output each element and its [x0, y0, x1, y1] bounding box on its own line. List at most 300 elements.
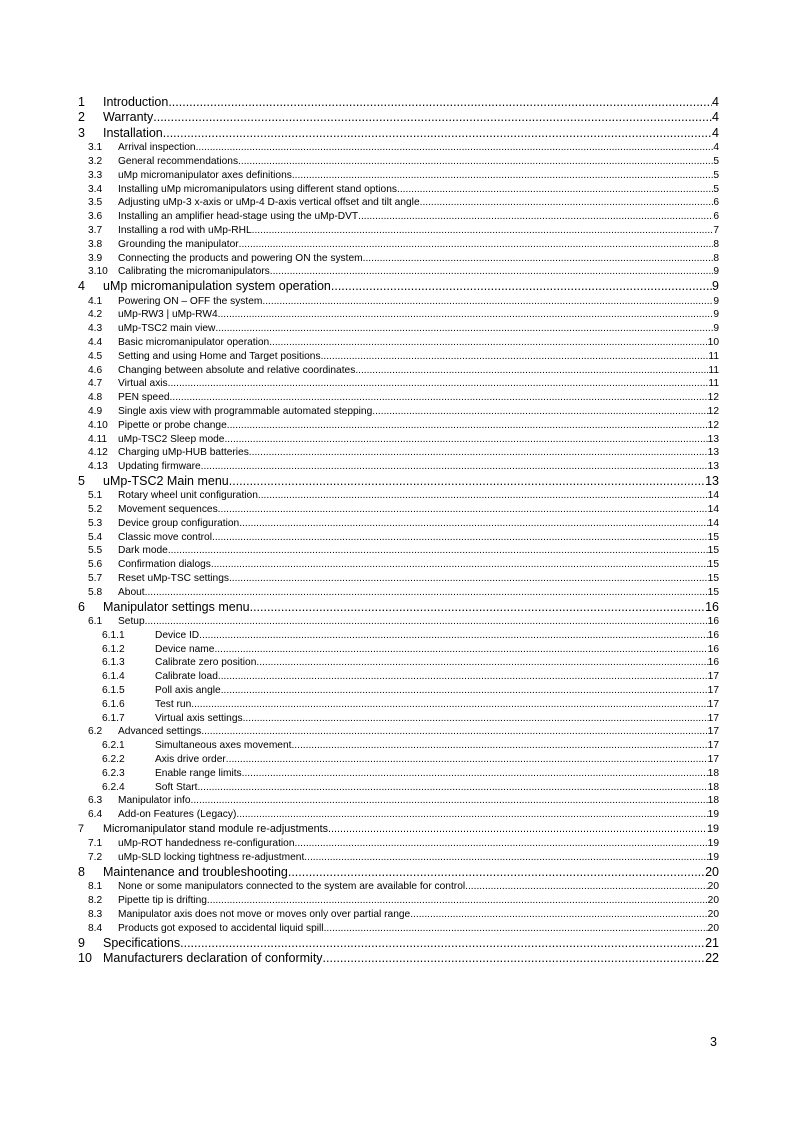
- toc-entry-number: 5.2: [88, 504, 103, 516]
- toc-dot-leader: [168, 544, 708, 558]
- toc-entry-title: Classic move control: [118, 531, 212, 543]
- toc-entry[interactable]: [78, 615, 719, 629]
- toc-entry-title: Warranty: [103, 110, 154, 125]
- toc-dot-leader: [321, 350, 709, 364]
- toc-dot-leader: [250, 600, 705, 615]
- toc-entry-number: 5: [78, 473, 85, 488]
- toc-entry[interactable]: [78, 656, 719, 670]
- toc-entry-page: 17: [707, 740, 719, 752]
- toc-entry-number: 6.1: [88, 616, 103, 628]
- toc-entry-title: Movement sequences: [118, 504, 218, 516]
- toc-entry[interactable]: [78, 794, 719, 808]
- toc-dot-leader: [288, 865, 705, 880]
- toc-entry-number: 5.7: [88, 573, 103, 585]
- toc-entry-number: 7.2: [88, 852, 103, 864]
- toc-entry-title: Advanced settings: [118, 726, 202, 738]
- toc-entry-page: 20: [707, 881, 719, 893]
- toc-entry[interactable]: [78, 377, 719, 391]
- toc-entry-title: None or some manipulators connected to the system are available for control: [118, 881, 466, 893]
- toc-entry-page: 20: [705, 864, 719, 879]
- toc-dot-leader: [212, 531, 708, 545]
- toc-entry[interactable]: [78, 712, 719, 726]
- toc-entry[interactable]: [78, 196, 719, 210]
- toc-entry-number: 6.1.3: [102, 657, 125, 669]
- toc-entry-number: 5.6: [88, 559, 103, 571]
- toc-entry-number: 6: [78, 599, 85, 614]
- toc-entry-title: uMp-TSC2 Sleep mode: [118, 433, 225, 445]
- toc-entry-page: 4: [713, 142, 719, 154]
- toc-entry-title: Installing a rod with uMp-RHL: [118, 224, 252, 236]
- toc-entry-number: 8.1: [88, 881, 103, 893]
- toc-entry-page: 11: [708, 350, 719, 362]
- toc-entry-number: 8.4: [88, 922, 103, 934]
- toc-entry[interactable]: [78, 155, 719, 169]
- toc-entry-number: 4.5: [88, 350, 103, 362]
- toc-entry[interactable]: [78, 295, 719, 309]
- toc-dot-leader: [358, 210, 713, 224]
- toc-entry-title: Manufacturers declaration of conformity: [103, 950, 323, 965]
- toc-entry[interactable]: [78, 265, 719, 279]
- toc-entry-title: Maintenance and troubleshooting: [103, 864, 288, 879]
- toc-entry-number: 4.11: [88, 433, 108, 445]
- toc-entry-number: 7: [78, 823, 85, 835]
- toc-entry-page: 6: [713, 197, 719, 209]
- toc-dot-leader: [465, 880, 708, 894]
- toc-dot-leader: [242, 767, 708, 781]
- toc-entry[interactable]: [78, 558, 719, 572]
- toc-entry-number: 3.7: [88, 224, 103, 236]
- toc-entry[interactable]: [78, 643, 719, 657]
- toc-entry-page: 8: [713, 252, 719, 264]
- toc-entry-page: 14: [707, 490, 719, 502]
- toc-entry-number: 6.1.6: [102, 698, 125, 710]
- toc-entry-title: PEN speed: [118, 392, 170, 404]
- toc-entry[interactable]: [78, 865, 719, 880]
- toc-entry[interactable]: [78, 600, 719, 615]
- toc-entry-number: 10: [78, 950, 92, 965]
- toc-entry-number: 3.9: [88, 252, 103, 264]
- toc-entry-number: 4.9: [88, 405, 103, 417]
- toc-dot-leader: [420, 196, 714, 210]
- toc-entry-number: 6.2.2: [102, 754, 125, 766]
- toc-entry-number: 6.2.1: [102, 740, 125, 752]
- toc-dot-leader: [270, 265, 714, 279]
- toc-entry-page: 7: [713, 224, 719, 236]
- toc-entry-page: 22: [705, 950, 719, 965]
- toc-entry-page: 17: [707, 671, 719, 683]
- toc-entry[interactable]: [78, 350, 719, 364]
- toc-entry[interactable]: [78, 252, 719, 266]
- toc-entry[interactable]: [78, 308, 719, 322]
- toc-entry-page: 15: [707, 531, 719, 543]
- toc-entry-number: 4.12: [88, 447, 108, 459]
- toc-entry[interactable]: [78, 141, 719, 155]
- toc-entry[interactable]: [78, 808, 719, 822]
- toc-dot-leader: [153, 110, 712, 125]
- toc-entry[interactable]: [78, 908, 719, 922]
- toc-dot-leader: [201, 725, 707, 739]
- toc-dot-leader: [363, 252, 714, 266]
- toc-entry-page: 5: [713, 183, 719, 195]
- toc-entry[interactable]: [78, 698, 719, 712]
- toc-entry-number: 5.1: [88, 490, 103, 502]
- toc-entry-page: 13: [707, 461, 719, 473]
- toc-entry-number: 8.3: [88, 908, 103, 920]
- toc-dot-leader: [218, 503, 708, 517]
- toc-entry-title: Grounding the manipulator: [118, 238, 239, 250]
- toc-entry-number: 4.4: [88, 336, 103, 348]
- toc-dot-leader: [249, 446, 708, 460]
- toc-entry-title: Test run: [155, 698, 192, 710]
- toc-entry-title: Virtual axis: [118, 378, 168, 390]
- toc-entry-title: Products got exposed to accidental liquid spill: [118, 922, 324, 934]
- toc-entry-title: Updating firmware: [118, 461, 201, 473]
- toc-entry-title: Add-on Features (Legacy): [118, 809, 237, 821]
- toc-dot-leader: [236, 808, 707, 822]
- toc-entry-page: 15: [707, 573, 719, 585]
- toc-entry-number: 6.2: [88, 726, 103, 738]
- toc-entry-page: 10: [707, 336, 719, 348]
- toc-dot-leader: [397, 183, 713, 197]
- toc-entry[interactable]: [78, 586, 719, 600]
- toc-entry[interactable]: [78, 405, 719, 419]
- toc-entry-page: 4: [712, 110, 719, 125]
- toc-dot-leader: [410, 908, 707, 922]
- toc-entry[interactable]: [78, 489, 719, 503]
- toc-entry-page: 14: [707, 517, 719, 529]
- toc-entry-title: uMp-TSC2 Main menu: [103, 473, 229, 488]
- toc-entry-page: 9: [712, 279, 719, 294]
- toc-entry-page: 5: [713, 155, 719, 167]
- toc-entry-page: 19: [706, 823, 719, 835]
- toc-entry-page: 15: [707, 545, 719, 557]
- toc-entry[interactable]: [78, 753, 719, 767]
- toc-entry-page: 5: [713, 169, 719, 181]
- toc-entry-page: 12: [707, 405, 719, 417]
- toc-entry[interactable]: [78, 460, 719, 474]
- toc-entry-title: Simultaneous axes movement: [155, 740, 292, 752]
- toc-entry-title: About: [118, 586, 145, 598]
- toc-entry-number: 4: [78, 279, 85, 294]
- toc-entry-number: 2: [78, 110, 85, 125]
- toc-entry-title: uMp micromanipulation system operation: [103, 279, 331, 294]
- toc-entry-page: 18: [707, 781, 719, 793]
- toc-entry-number: 3.5: [88, 197, 103, 209]
- toc-entry-page: 17: [707, 754, 719, 766]
- toc-entry-title: uMp-RW3 | uMp-RW4: [118, 309, 218, 321]
- toc-entry-title: Installation: [103, 125, 163, 140]
- toc-entry[interactable]: [78, 126, 719, 141]
- toc-entry-title: Basic micromanipulator operation: [118, 336, 270, 348]
- toc-entry[interactable]: [78, 880, 719, 894]
- toc-entry-page: 20: [707, 908, 719, 920]
- toc-entry-number: 5.3: [88, 517, 103, 529]
- page-number: 3: [710, 1035, 717, 1049]
- toc-dot-leader: [229, 474, 705, 489]
- toc-entry-page: 16: [707, 616, 719, 628]
- toc-entry-title: Dark mode: [118, 545, 168, 557]
- toc-entry[interactable]: [78, 837, 719, 851]
- toc-entry-page: 16: [707, 629, 719, 641]
- toc-entry[interactable]: [78, 169, 719, 183]
- toc-entry-title: Rotary wheel unit configuration: [118, 490, 258, 502]
- toc-entry-page: 17: [707, 726, 719, 738]
- toc-entry-title: Calibrating the micromanipulators: [118, 266, 270, 278]
- toc-entry-page: 17: [707, 698, 719, 710]
- toc-entry[interactable]: [78, 364, 719, 378]
- toc-dot-leader: [355, 364, 708, 378]
- toc-entry-page: 18: [707, 795, 719, 807]
- toc-entry[interactable]: [78, 322, 719, 336]
- toc-entry[interactable]: [78, 110, 719, 125]
- toc-entry-number: 4.2: [88, 309, 103, 321]
- toc-entry[interactable]: [78, 572, 719, 586]
- toc-dot-leader: [168, 377, 709, 391]
- toc-entry[interactable]: [78, 210, 719, 224]
- toc-entry-title: Micromanipulator stand module re-adjustments: [103, 823, 329, 835]
- toc-entry-title: Calibrate load: [155, 671, 218, 683]
- toc-entry-title: Device ID: [155, 629, 200, 641]
- toc-entry-page: 15: [707, 586, 719, 598]
- toc-dot-leader: [304, 851, 707, 865]
- toc-entry[interactable]: [78, 391, 719, 405]
- toc-entry-title: Powering ON – OFF the system: [118, 295, 263, 307]
- toc-entry[interactable]: [78, 851, 719, 865]
- toc-dot-leader: [331, 279, 712, 294]
- toc-entry[interactable]: [78, 670, 719, 684]
- toc-entry[interactable]: [78, 517, 719, 531]
- toc-entry-number: 4.7: [88, 378, 103, 390]
- toc-entry-number: 1: [78, 95, 85, 109]
- toc-dot-leader: [163, 126, 712, 141]
- toc-entry-number: 3.1: [88, 142, 103, 154]
- toc-entry-title: Arrival inspection: [118, 142, 196, 154]
- toc-entry-page: 6: [713, 211, 719, 223]
- toc-entry-page: 21: [705, 935, 719, 950]
- toc-entry-page: 13: [705, 473, 719, 488]
- toc-entry-number: 4.13: [88, 461, 108, 473]
- toc-entry-title: uMp-SLD locking tightness re-adjustment: [118, 852, 305, 864]
- toc-entry-page: 19: [707, 852, 719, 864]
- toc-entry[interactable]: [78, 544, 719, 558]
- toc-entry-number: 3: [78, 125, 85, 140]
- toc-entry-number: 4.1: [88, 295, 103, 307]
- toc-entry[interactable]: [78, 725, 719, 739]
- toc-entry[interactable]: [78, 446, 719, 460]
- toc-entry-page: 20: [707, 895, 719, 907]
- toc-dot-leader: [328, 822, 707, 837]
- toc-entry-number: 5.8: [88, 586, 103, 598]
- toc-dot-leader: [211, 558, 708, 572]
- toc-entry[interactable]: [78, 936, 719, 951]
- toc-dot-leader: [227, 419, 708, 433]
- toc-entry[interactable]: [78, 739, 719, 753]
- toc-dot-leader: [258, 489, 708, 503]
- toc-dot-leader: [224, 433, 707, 447]
- toc-dot-leader: [226, 753, 708, 767]
- table-of-contents: [78, 95, 719, 966]
- toc-entry-page: 13: [707, 433, 719, 445]
- toc-entry[interactable]: [78, 279, 719, 294]
- toc-entry[interactable]: [78, 419, 719, 433]
- toc-entry-number: 8.2: [88, 895, 103, 907]
- toc-dot-leader: [292, 169, 713, 183]
- toc-entry-page: 4: [712, 95, 719, 109]
- toc-dot-leader: [191, 794, 708, 808]
- toc-entry-number: 4.6: [88, 364, 103, 376]
- toc-entry-title: Introduction: [103, 95, 169, 109]
- toc-dot-leader: [295, 837, 708, 851]
- toc-dot-leader: [256, 656, 707, 670]
- toc-entry-number: 3.3: [88, 169, 103, 181]
- toc-entry-number: 6.1.7: [102, 712, 125, 724]
- toc-entry-page: 16: [707, 657, 719, 669]
- toc-entry-page: 17: [707, 712, 719, 724]
- toc-dot-leader: [229, 572, 708, 586]
- toc-dot-leader: [191, 698, 707, 712]
- toc-entry-page: 15: [707, 559, 719, 571]
- toc-entry-title: Poll axis angle: [155, 685, 221, 697]
- toc-entry-page: 13: [707, 447, 719, 459]
- toc-dot-leader: [262, 295, 713, 309]
- toc-entry-number: 3.10: [88, 266, 108, 278]
- toc-entry-number: 6.1.1: [102, 629, 125, 641]
- toc-dot-leader: [239, 517, 707, 531]
- toc-entry-page: 16: [707, 643, 719, 655]
- toc-entry[interactable]: [78, 336, 719, 350]
- toc-entry-number: 6.3: [88, 795, 103, 807]
- toc-entry-title: Manipulator info: [118, 795, 191, 807]
- toc-entry-page: 11: [708, 364, 719, 376]
- toc-entry-title: Specifications: [103, 935, 181, 950]
- toc-entry-title: uMp micromanipulator axes definitions: [118, 169, 292, 181]
- toc-entry-number: 3.4: [88, 183, 103, 195]
- toc-entry[interactable]: [78, 781, 719, 795]
- toc-entry-title: Changing between absolute and relative coordinates: [118, 364, 356, 376]
- toc-dot-leader: [323, 951, 706, 966]
- toc-entry-title: Installing an amplifier head-stage using the uMp-DVT: [118, 211, 359, 223]
- toc-entry[interactable]: [78, 951, 719, 966]
- toc-entry-page: 14: [707, 504, 719, 516]
- toc-entry-page: 20: [707, 922, 719, 934]
- toc-entry[interactable]: [78, 95, 719, 110]
- toc-entry-number: 6.1.2: [102, 643, 125, 655]
- toc-entry-page: 12: [707, 419, 719, 431]
- toc-entry-title: Reset uMp-TSC settings: [118, 573, 229, 585]
- toc-entry-number: 4.10: [88, 419, 108, 431]
- toc-dot-leader: [214, 643, 707, 657]
- toc-entry[interactable]: [78, 767, 719, 781]
- toc-dot-leader: [215, 322, 713, 336]
- toc-entry-number: 7.1: [88, 838, 103, 850]
- toc-entry-title: Enable range limits: [155, 767, 242, 779]
- toc-dot-leader: [197, 781, 707, 795]
- toc-entry-title: General recommendations: [118, 155, 239, 167]
- toc-entry-title: Pipette tip is drifting: [118, 895, 207, 907]
- toc-entry-page: 9: [713, 323, 719, 335]
- toc-entry-page: 19: [707, 838, 719, 850]
- toc-entry-title: Axis drive order: [155, 754, 226, 766]
- toc-entry-number: 4.8: [88, 392, 103, 404]
- toc-entry-number: 4.3: [88, 323, 103, 335]
- toc-entry-number: 3.8: [88, 238, 103, 250]
- toc-entry[interactable]: [78, 503, 719, 517]
- toc-entry-number: 3.2: [88, 155, 103, 167]
- toc-entry-title: Manipulator axis does not move or moves only over partial range: [118, 908, 411, 920]
- toc-entry-number: 6.2.4: [102, 781, 125, 793]
- toc-entry-page: 18: [707, 767, 719, 779]
- toc-entry[interactable]: [78, 629, 719, 643]
- toc-dot-leader: [201, 460, 708, 474]
- toc-dot-leader: [218, 308, 714, 322]
- toc-entry-page: 9: [713, 266, 719, 278]
- toc-dot-leader: [239, 238, 714, 252]
- toc-dot-leader: [207, 894, 708, 908]
- toc-entry[interactable]: [78, 894, 719, 908]
- toc-entry-page: 16: [705, 599, 719, 614]
- toc-entry[interactable]: [78, 822, 719, 837]
- toc-entry[interactable]: [78, 433, 719, 447]
- toc-entry-page: 19: [707, 809, 719, 821]
- toc-entry[interactable]: [78, 474, 719, 489]
- toc-entry-number: 6.2.3: [102, 767, 125, 779]
- toc-entry[interactable]: [78, 224, 719, 238]
- toc-entry-title: Single axis view with programmable automated stepping: [118, 405, 373, 417]
- toc-entry-title: Connecting the products and powering ON the system: [118, 252, 363, 264]
- toc-entry-title: Pipette or probe change: [118, 419, 227, 431]
- toc-entry-page: 9: [713, 295, 719, 307]
- toc-dot-leader: [324, 922, 708, 936]
- toc-dot-leader: [145, 615, 708, 629]
- toc-entry-title: Manipulator settings menu: [103, 599, 250, 614]
- toc-entry-title: uMp-TSC2 main view: [118, 323, 216, 335]
- toc-entry-page: 17: [707, 685, 719, 697]
- toc-entry-number: 5.5: [88, 545, 103, 557]
- toc-entry-title: Calibrate zero position: [155, 657, 257, 669]
- toc-entry-title: Setup: [118, 616, 145, 628]
- toc-entry[interactable]: [78, 684, 719, 698]
- toc-entry[interactable]: [78, 183, 719, 197]
- toc-entry-title: Installing uMp micromanipulators using different stand options: [118, 183, 397, 195]
- toc-dot-leader: [145, 586, 708, 600]
- toc-entry[interactable]: [78, 922, 719, 936]
- toc-entry-page: 4: [712, 125, 719, 140]
- toc-entry[interactable]: [78, 531, 719, 545]
- toc-entry[interactable]: [78, 238, 719, 252]
- toc-dot-leader: [180, 936, 705, 951]
- toc-dot-leader: [243, 712, 708, 726]
- toc-dot-leader: [238, 155, 713, 169]
- toc-entry-page: 11: [708, 378, 719, 390]
- toc-dot-leader: [252, 224, 714, 238]
- toc-entry-number: 8: [78, 864, 85, 879]
- toc-entry-page: 12: [707, 392, 719, 404]
- toc-entry-title: Adjusting uMp-3 x-axis or uMp-4 D-axis vertical offset and tilt angle: [118, 197, 420, 209]
- toc-dot-leader: [221, 684, 708, 698]
- toc-entry-title: Virtual axis settings: [155, 712, 243, 724]
- toc-entry-title: uMp-ROT handedness re-configuration: [118, 838, 295, 850]
- toc-entry-number: 6.1.4: [102, 671, 125, 683]
- toc-entry-number: 6.1.5: [102, 685, 125, 697]
- toc-dot-leader: [168, 95, 712, 110]
- toc-dot-leader: [269, 336, 707, 350]
- toc-entry-number: 5.4: [88, 531, 103, 543]
- toc-entry-title: Charging uMp-HUB batteries: [118, 447, 249, 459]
- toc-dot-leader: [218, 670, 708, 684]
- toc-entry-page: 9: [713, 309, 719, 321]
- toc-entry-page: 8: [713, 238, 719, 250]
- toc-dot-leader: [199, 629, 707, 643]
